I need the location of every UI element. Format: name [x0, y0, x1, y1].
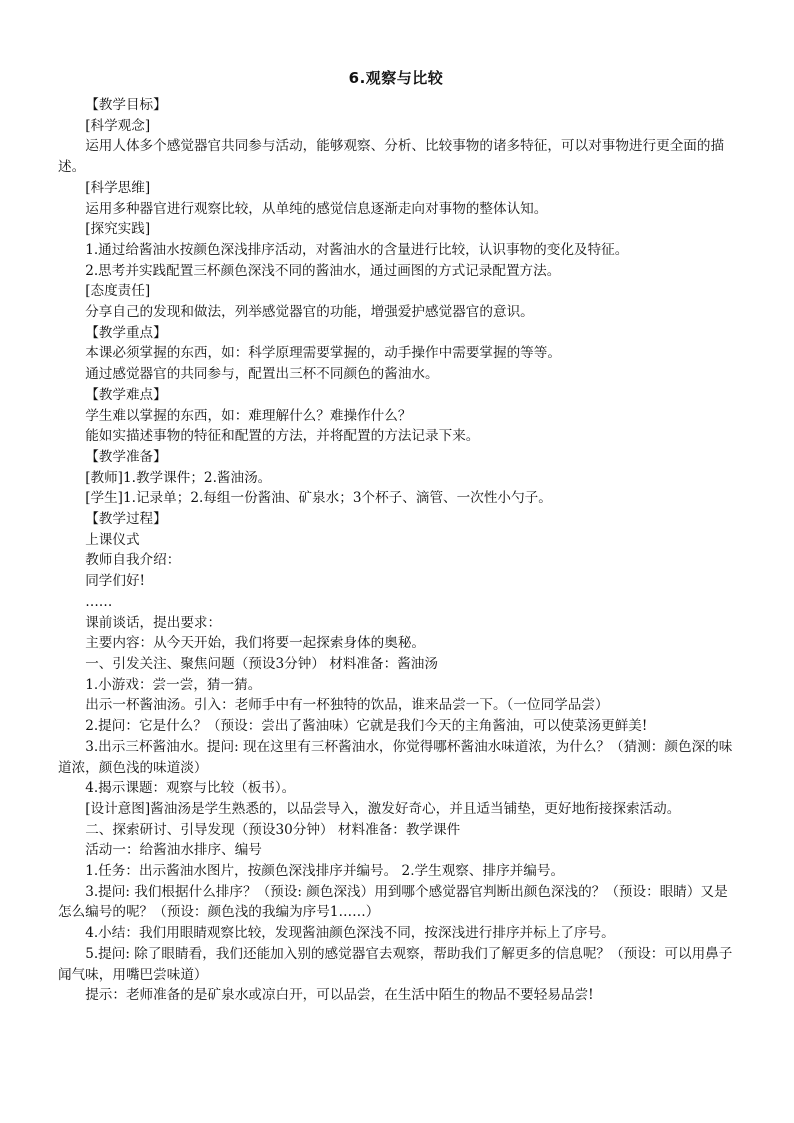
paragraph: 教师自我介绍：	[85, 552, 181, 569]
paragraph: [科学观念]	[85, 117, 151, 134]
paragraph: [学生]1.记录单；2.每组一份酱油、矿泉水；3个杯子、滴管、一次性小勺子。	[85, 490, 552, 507]
paragraph: 学生难以掌握的东西，如：难理解什么？难操作什么？	[85, 407, 412, 424]
paragraph: 提示：老师准备的是矿泉水或凉白开，可以品尝，在生活中陌生的物品不要轻易品尝!	[85, 987, 594, 1004]
paragraph: 分享自己的发现和做法，列举感觉器官的功能，增强爱护感觉器官的意识。	[85, 304, 534, 321]
paragraph: 1.通过给酱油水按颜色深浅排序活动，对酱油水的含量进行比较，认识事物的变化及特征。	[85, 241, 629, 258]
paragraph: 活动一：给酱油水排序、编号	[85, 842, 262, 859]
paragraph: 1.任务：出示酱油水图片，按颜色深浅排序并编号。 2.学生观察、排序并编号。	[85, 863, 565, 880]
paragraph: 上课仪式	[85, 531, 140, 548]
paragraph: 【教学难点】	[85, 386, 167, 403]
paragraph: [科学思维]	[85, 179, 151, 196]
paragraph: 【教学目标】	[85, 97, 167, 113]
document-page	[58, 68, 734, 1006]
paragraph: 3.提问: 我们根据什么排序？（预设: 颜色深浅）用到哪个感觉器官判断出颜色深浅的？（预设：眼睛）又是怎么编号的呢？（预设：颜色浅的我编为序号1……）	[58, 883, 728, 921]
paragraph: 课前谈话，提出要求：	[85, 614, 222, 631]
paragraph: 运用多种器官进行观察比较，从单纯的感觉信息逐渐走向对事物的整体认知。	[85, 200, 548, 217]
paragraph: 4.小结：我们用眼睛观察比较，发现酱油颜色深浅不同，按深浅进行排序并标上了序号。	[85, 925, 615, 942]
paragraph: 本课必须掌握的东西，如：科学原理需要掌握的，动手操作中需要掌握的等等。	[85, 345, 561, 362]
paragraph: 3.出示三杯酱油水。提问: 现在这里有三杯酱油水，你觉得哪杯酱油水味道浓，为什么？（猜测：颜色深的味道浓，颜色浅的味道淡）	[58, 738, 733, 776]
paragraph: 运用人体多个感觉器官共同参与活动，能够观察、分析、比较事物的诸多特征，可以对事物进行更全面的描述。	[58, 138, 725, 176]
paragraph: 主要内容：从今天开始，我们将要一起探索身体的奥秘。	[85, 635, 426, 652]
paragraph: 出示一杯酱油汤。引入：老师手中有一杯独特的饮品，谁来品尝一下。（一位同学品尝）	[85, 697, 609, 714]
paragraph: [设计意图]酱油汤是学生熟悉的，以品尝导入，激发好奇心，并且适当铺垫，更好地衔接探索活动。	[85, 800, 681, 817]
page-title: 6.观察与比较	[348, 69, 444, 87]
paragraph: 【教学准备】	[85, 448, 167, 465]
paragraph: 2.提问：它是什么？（预设：尝出了酱油味）它就是我们今天的主角酱油，可以使菜汤更鲜美!	[85, 718, 648, 735]
paragraph: 通过感觉器官的共同参与，配置出三杯不同颜色的酱油水。	[85, 366, 439, 383]
document-body	[58, 95, 734, 1006]
paragraph: 一、引发关注、聚焦问题（预设3分钟） 材料准备：酱油汤	[85, 655, 438, 672]
paragraph: 5.提问: 除了眼睛看，我们还能加入别的感觉器官去观察，帮助我们了解更多的信息呢？（预设：可以用鼻子闻气味，用嘴巴尝味道）	[58, 945, 733, 983]
paragraph: 【教学重点】	[85, 324, 167, 341]
paragraph: [态度责任]	[85, 283, 151, 300]
paragraph: [探究实践]	[85, 221, 151, 238]
paragraph: 同学们好!	[85, 573, 146, 590]
paragraph: 【教学过程】	[85, 511, 167, 528]
paragraph: [教师]1.教学课件；2.酱油汤。	[85, 469, 272, 486]
paragraph: ……	[85, 593, 113, 610]
paragraph: 1.小游戏：尝一尝，猜一猜。	[85, 676, 262, 693]
paragraph: 能如实描述事物的特征和配置的方法，并将配置的方法记录下来。	[85, 428, 480, 445]
paragraph: 二、探索研讨、引导发现（预设30分钟） 材料准备：教学课件	[85, 821, 461, 838]
paragraph: 4.揭示课题：观察与比较（板书）。	[85, 780, 296, 797]
paragraph: 2.思考并实践配置三杯颜色深浅不同的酱油水，通过画图的方式记录配置方法。	[85, 262, 561, 279]
